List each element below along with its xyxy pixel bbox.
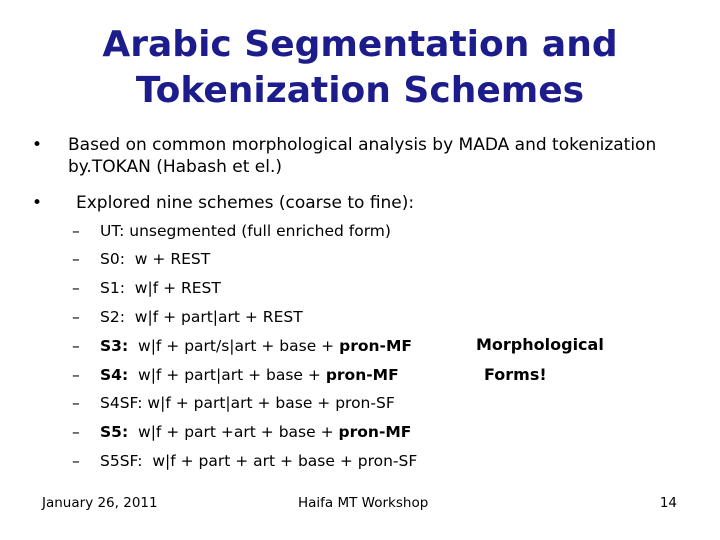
scheme-text <box>100 365 399 385</box>
scheme-name: S1: <box>100 279 125 297</box>
scheme-name: UT: <box>100 222 125 240</box>
scheme-text <box>100 307 303 327</box>
scheme-name: S4SF: <box>100 394 143 412</box>
scheme-rule: w|f + REST <box>134 279 221 297</box>
annotation-line-1: Morphological <box>476 335 604 354</box>
sub-bullet-marker: – <box>72 452 80 470</box>
scheme-rule-emphasis: pron-MF <box>325 366 399 384</box>
scheme-rule: w|f + part/s|art + base + <box>138 337 335 355</box>
scheme-text <box>100 278 221 298</box>
sub-bullet-marker: – <box>72 308 80 326</box>
scheme-rule-emphasis: pron-MF <box>339 337 412 355</box>
bullet-marker: • <box>32 193 43 213</box>
scheme-rule: w|f + part|art + base + <box>138 366 321 384</box>
scheme-rule: w|f + part +art + base + <box>138 423 334 441</box>
scheme-text <box>100 221 391 241</box>
scheme-rule: w + REST <box>134 250 211 268</box>
bullet-text-line-1: Based on common morphological analysis by MADA and tokenization <box>68 135 657 155</box>
annotation-line-2: Forms! <box>484 365 547 384</box>
sub-bullet-marker: – <box>72 394 80 412</box>
scheme-rule: w|f + part + art + base + pron-SF <box>152 452 418 470</box>
bullet-text <box>76 192 706 214</box>
scheme-name: S0: <box>100 250 125 268</box>
scheme-name: S5: <box>100 423 129 441</box>
sub-bullet-marker: – <box>72 222 80 240</box>
scheme-text <box>100 451 417 471</box>
scheme-text <box>100 336 412 356</box>
bullet-text-line-2: by.TOKAN (Habash et el.) <box>68 157 283 177</box>
scheme-text <box>100 249 210 269</box>
sub-bullet-marker: – <box>72 250 80 268</box>
scheme-rule: w|f + part|art + REST <box>134 308 303 326</box>
scheme-rule: unsegmented (full enriched form) <box>129 222 391 240</box>
bullet-text <box>68 134 698 178</box>
sub-bullet-marker: – <box>72 337 80 355</box>
scheme-name: S5SF: <box>100 452 143 470</box>
sub-bullet-marker: – <box>72 279 80 297</box>
slide-title <box>0 22 720 114</box>
scheme-rule: w|f + part|art + base + pron-SF <box>147 394 395 412</box>
scheme-name: S3: <box>100 337 129 355</box>
scheme-rule-emphasis: pron-MF <box>338 423 412 441</box>
sub-bullet-marker: – <box>72 423 80 441</box>
scheme-name: S4: <box>100 366 129 384</box>
bullet-text-line-1: Explored nine schemes (coarse to fine): <box>76 193 415 213</box>
scheme-text <box>100 422 411 442</box>
page-number: 14 <box>659 495 677 511</box>
scheme-text <box>100 393 395 413</box>
title-line-2: Tokenization Schemes <box>135 70 585 111</box>
sub-bullet-marker: – <box>72 366 80 384</box>
scheme-name: S2: <box>100 308 125 326</box>
footer-date: January 26, 2011 <box>42 495 158 511</box>
title-line-1: Arabic Segmentation and <box>102 24 618 65</box>
bullet-marker: • <box>32 135 43 155</box>
footer-event: Haifa MT Workshop <box>298 495 429 511</box>
